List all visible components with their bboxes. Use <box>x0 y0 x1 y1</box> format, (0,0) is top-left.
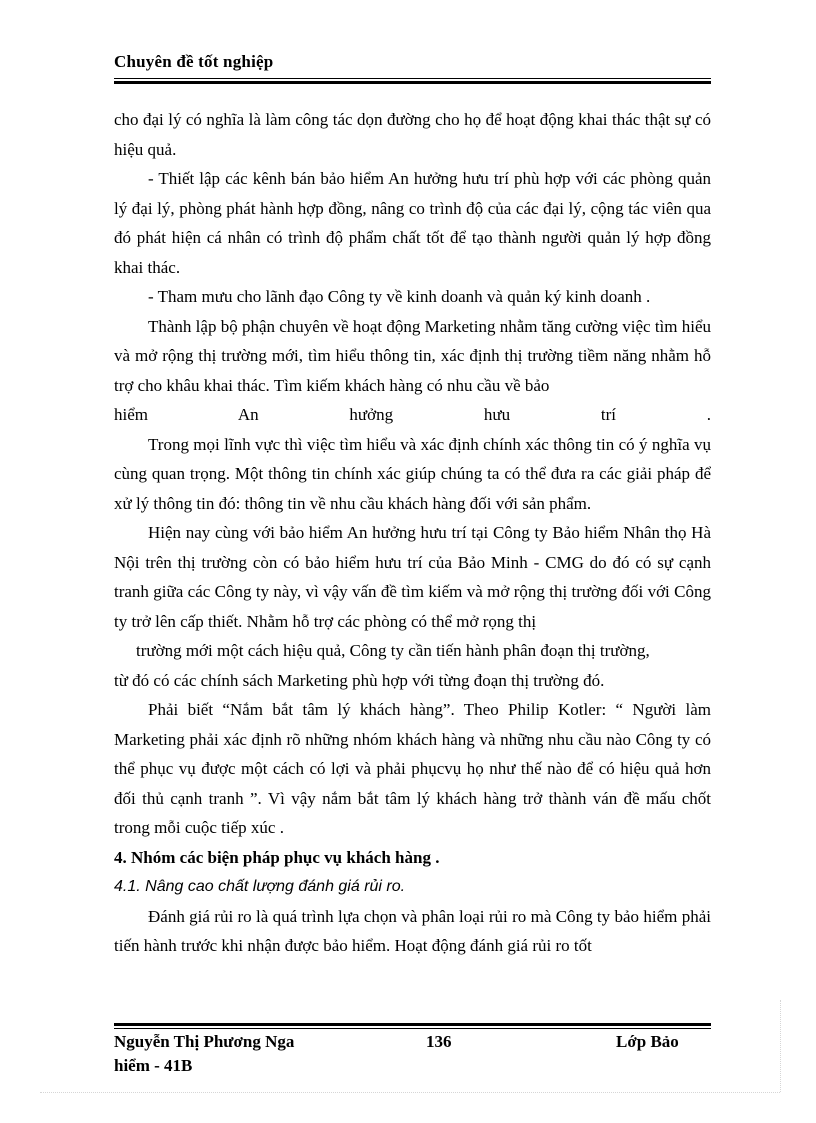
paragraph-continuation: hiểm An hưởng hưu trí . <box>114 405 711 424</box>
paragraph: Thành lập bộ phận chuyên về hoạt động Marketing nhằm tăng cường việc tìm hiểu và mở rộng thị trường mới, tìm hiểu thông tin, xác định thị trường tiềm năng nhằm hỗ trợ cho khâu khai thác. Tìm kiếm khách hàng có nhu cầu về bảo <box>114 316 712 395</box>
section-heading: 4. Nhóm các biện pháp phục vụ khách hàng . <box>114 847 440 867</box>
paragraph: Trong mọi lĩnh vực thì việc tìm hiểu và xác định chính xác thông tin có ý nghĩa vụ cùng quan trọng. Một thông tin chính xác giúp chúng ta có thể đưa ra các giải pháp để xử lý thông tin đó: thông tin về nhu cầu khách hàng đối với sản phẩm. <box>114 434 711 513</box>
paragraph: - Thiết lập các kênh bán bảo hiểm An hưởng hưu trí phù hợp với các phòng quản lý đại lý, phòng phát hành hợp đồng, nâng co trình độ của các đại lý, cộng tác viên qua đó phát hiện cá nhân có trình độ phẩm chất tốt để tạo thành người quản lý hợp đồng khai thác. <box>114 169 711 277</box>
footer-rule-thick <box>114 1023 711 1026</box>
paragraph: - Tham mưu cho lãnh đạo Công ty về kinh doanh và quản ký kinh doanh . <box>148 287 651 306</box>
footer-author: Nguyễn Thị Phương Nga <box>114 1032 295 1051</box>
document-header-title: Chuyên đề tốt nghiệp <box>114 52 274 71</box>
header-rule-thin <box>114 78 711 79</box>
header-rule-thick <box>114 81 711 84</box>
subsection-heading: 4.1. Nâng cao chất lượng đánh giá rủi ro. <box>114 878 406 895</box>
paragraph-continuation: từ đó có các chính sách Marketing phù hợp với từng đoạn thị trường đó. <box>114 670 605 690</box>
page-border-right <box>780 1000 781 1092</box>
footer-page-number: 136 <box>426 1032 452 1051</box>
page-border-bottom <box>40 1092 780 1093</box>
paragraph: Hiện nay cùng với bảo hiểm An hưởng hưu trí tại Công ty Bảo hiểm Nhân thọ Hà Nội trên thị trường còn có bảo hiểm hưu trí của Bảo Minh - CMG do đó có sự cạnh tranh giữa các Công ty này, vì vậy vấn đề tìm kiếm và mở rộng thị trường đối với Công ty trở lên cấp thiết. Nhằm hỗ trợ các phòng có thể mở rọng thị <box>114 523 711 631</box>
paragraph: cho đại lý có nghĩa là làm công tác dọn đường cho họ để hoạt động khai thác thật sự có hiệu quả. <box>114 110 711 159</box>
footer-class-label: Lớp Bảo <box>616 1032 679 1051</box>
paragraph-continuation: trường mới một cách hiệu quả, Công ty cần tiến hành phân đoạn thị trường, <box>136 641 650 660</box>
footer-rule-thin <box>114 1028 711 1029</box>
footer-class-label-continued: hiểm - 41B <box>114 1056 193 1075</box>
paragraph: Phải biết “Nắm bắt tâm lý khách hàng”. Theo Philip Kotler: “ Người làm Marketing phải xác định rõ những nhóm khách hàng và những nhu cầu nào Công ty có thể phục vụ được một cách có lợi và phải phụcvụ họ như thế nào để có hiệu quả hơn đối thủ cạnh tranh ”. Vì vậy nắm bắt tâm lý khách hàng trở thành ván đề mấu chốt trong mỗi cuộc tiếp xúc . <box>114 700 711 837</box>
paragraph: Đánh giá rủi ro là quá trình lựa chọn và phân loại rủi ro mà Công ty bảo hiểm phải tiến hành trước khi nhận được bảo hiểm. Hoạt động đánh giá rủi ro tốt <box>114 906 711 955</box>
document-body <box>114 105 711 961</box>
